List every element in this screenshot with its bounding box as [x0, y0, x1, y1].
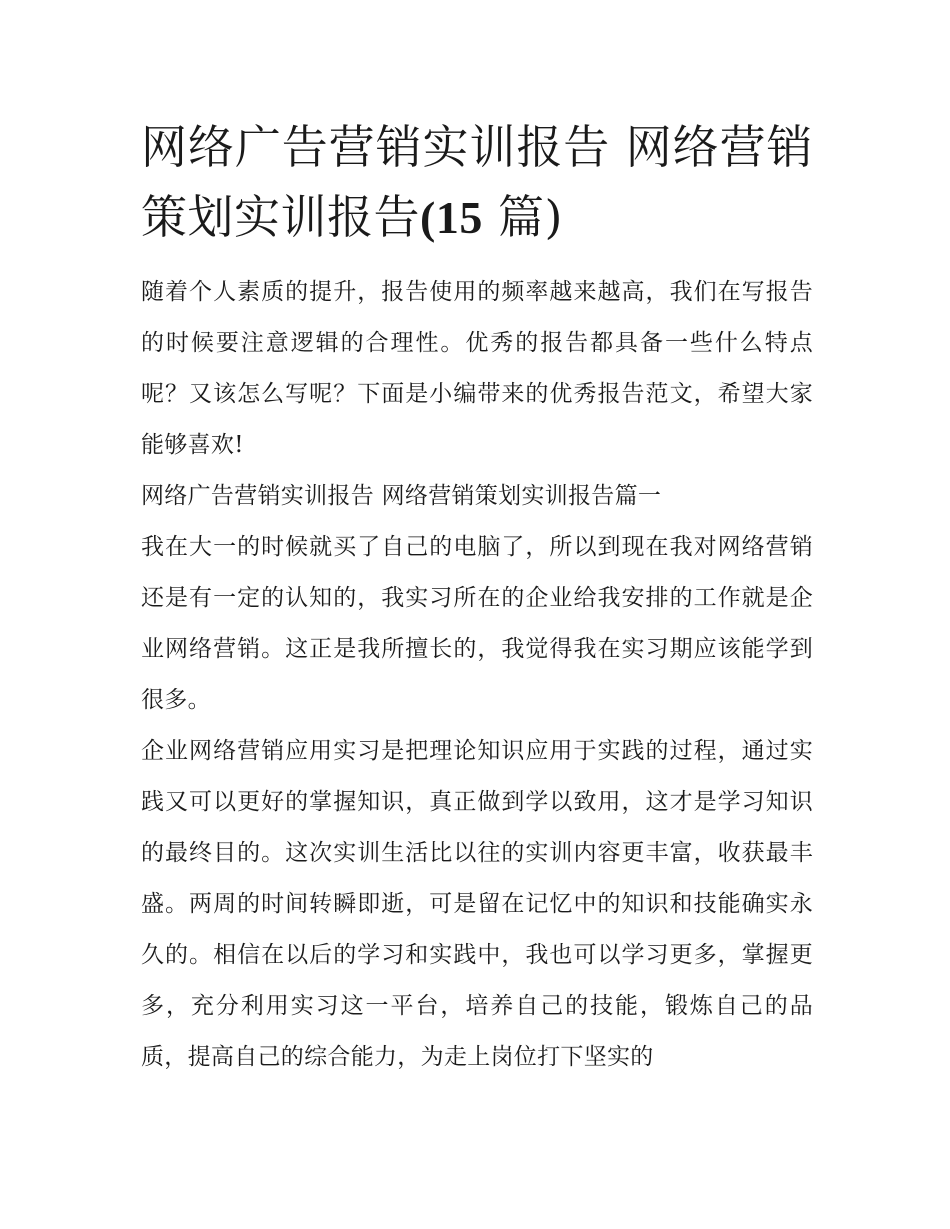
document-title — [141, 112, 813, 253]
document-body — [141, 267, 813, 1083]
section-heading: 网络广告营销实训报告 网络营销策划实训报告篇一 — [141, 483, 662, 509]
title-text: 网络广告营销实训报告 网络营销策划实训报告 — [141, 120, 813, 244]
body-paragraph: 企业网络营销应用实习是把理论知识应用于实践的过程，通过实践又可以更好的掌握知识，真正做到学以致用，这才是学习知识的最终目的。这次实训生活比以往的实训内容更丰富，收获最丰盛。两周的时间转瞬即逝，可是留在记忆中的知识和技能确实永久的。相信在以后的学习和实践中，我也可以学习更多，掌握更多，充分利用实习这一平台，培养自己的技能，锻炼自己的品质，提高自己的综合能力，为走上岗位打下坚实的 — [141, 738, 813, 1070]
title-suffix: 篇) — [482, 190, 563, 244]
title-count: (15 — [420, 192, 483, 243]
body-paragraph: 我在大一的时候就买了自己的电脑了，所以到现在我对网络营销还是有一定的认知的，我实习所在的企业给我安排的工作就是企业网络营销。这正是我所擅长的，我觉得我在实习期应该能学到很多。 — [141, 534, 813, 713]
document-page — [141, 112, 813, 1083]
intro-paragraph: 随着个人素质的提升，报告使用的频率越来越高，我们在写报告的时候要注意逻辑的合理性。优秀的报告都具备一些什么特点呢？又该怎么写呢？下面是小编带来的优秀报告范文，希望大家能够喜欢! — [141, 279, 813, 458]
